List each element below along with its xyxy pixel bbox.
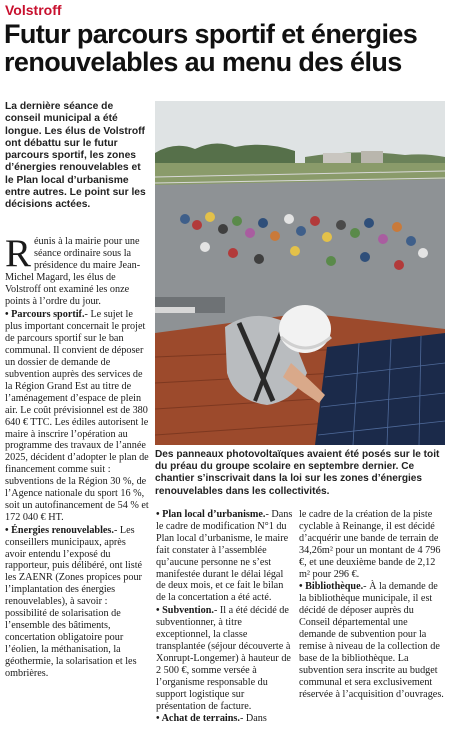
section-achat-terrains: [156, 713, 293, 725]
drop-cap: R: [5, 232, 32, 275]
section-text: - Dans le cadre de modification N°1 du Plan local d’urbanisme, le maire fait constater à l’assemblée qu’aucune personne ne s’est manifestée durant le délai légal de deux mois, et ce fait le bilan de la concertation a été acté.: [156, 509, 293, 604]
intro-paragraph: [5, 232, 149, 307]
section-text: - Les conseillers municipaux, après avoir entendu l’exposé du rapporteur, puis délibéré, ont listé les ZAENR (Zones propices pour l’implantation des énergies renouvelables), à savoir : possibilité de solarisation de l’ensemble des bâtiments, concertation obligatoire pour l’éolien, la méthanisation, la géothermie, la solarisation et les ombrières.: [5, 524, 143, 679]
section-title: • Subvention.: [156, 605, 214, 616]
article-headline: Futur parcours sportif et énergies renouvelables au menu des élus: [4, 19, 418, 77]
section-bibliotheque: [299, 581, 445, 700]
article-photo: [155, 101, 445, 445]
solar-panel-installation-illustration: [155, 101, 445, 445]
photo-caption: Des panneaux photovoltaïques avaient été posés sur le toit du préau du groupe scolaire en septembre dernier. Ce chantier s’inscrivait dans la loi sur les zones d’énergies renouvelables dans les collectivités.: [155, 449, 440, 497]
section-title: • Bibliothèque.: [299, 581, 363, 592]
section-achat-terrains-continued: le cadre de la création de la piste cyclable à Reinange, il est décidé d’acquérir une bande de terrain de 34,26m² pour un montant de 4 796 €, et une deuxième bande de 2,12 m² pour 296 €.: [299, 509, 441, 580]
article-column-middle: [156, 509, 293, 726]
article-column-right: [299, 509, 445, 702]
section-kicker: Volstroff: [5, 2, 62, 18]
section-plan-local-urbanisme: [156, 509, 293, 604]
article-column-left: [5, 232, 149, 681]
section-text: - À la demande de la bibliothèque municipale, il est décidé de déposer auprès du Conseil départemental une demande de subvention pour la remise à niveau de la collection de base de la bibliothèque. La subvention sera inscrite au budget communal et sera exclusivement réservée à l’acquisition d’ouvrages.: [299, 581, 444, 700]
section-text: - Le sujet le plus important concernait le projet de parcours sportif sur le ban communal. Il convient de déposer un dossier de demande de subvention auprès des services de la Région Grand Est au titre de l’aménagement d’espace de plein air. Le coût prévisionnel est de 380 640 € TTC. Les édiles autorisent le maire à inscrire l’opération au programme des travaux de l’année 2025, décident d’adopter le plan de financement comme suit : subventions de la Région 30 %, de l’Agence nationale du sport 16 %, soit un autofinancement de 54 % et 172 040 € HT.: [5, 309, 149, 523]
section-title: • Parcours sportif.: [5, 309, 85, 320]
article-standfirst: La dernière séance de conseil municipal a été longue. Les élus de Volstroff ont débattu sur le futur parcours sportif, les zones d’énergies renouvelables et le Plan local d’urbanisme entre autres. Le point sur les décisions actées.: [5, 101, 146, 211]
intro-text: éunis à la mairie pour une séance ordinaire sous la présidence du maire Jean-Michel Magard, les élus de Volstroff ont examiné les onze points à l’ordre du jour.: [5, 236, 141, 307]
section-energies-renouvelables: [5, 525, 149, 680]
section-title: • Énergies renouvelables.: [5, 525, 114, 536]
section-text: - Il a été décidé de subventionner, à titre exceptionnel, la classe transplantée (séjour découverte à Xonrupt-Longemer) à hauteur de 2 500 €, somme versée à l’organisme responsable du support logistique sur présentation de facture.: [156, 605, 291, 712]
section-title: • Plan local d’urbanisme.: [156, 509, 265, 520]
section-title: • Achat de terrains.: [156, 713, 240, 724]
section-subvention: [156, 605, 293, 712]
section-parcours-sportif: [5, 309, 149, 523]
section-text: - Dans: [239, 713, 267, 725]
